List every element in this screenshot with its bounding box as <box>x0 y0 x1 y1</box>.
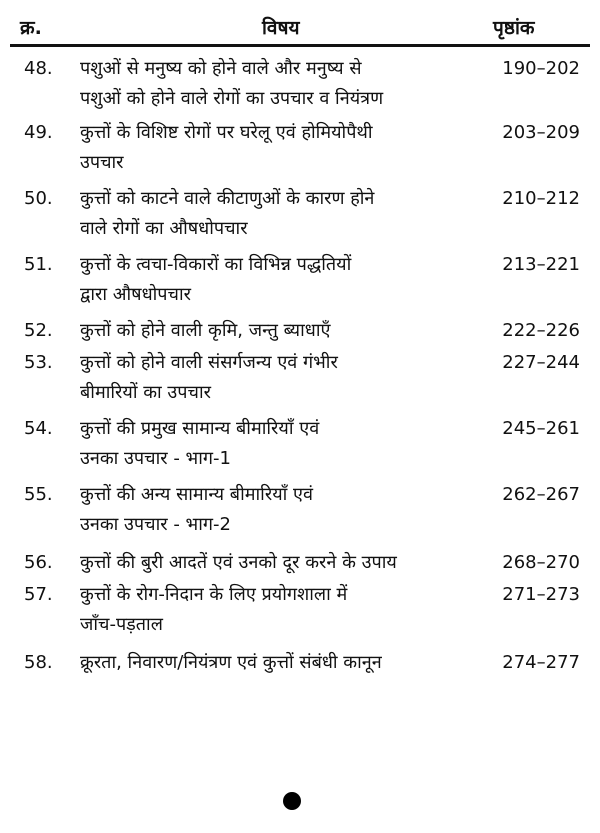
toc-entry-50 <box>0 184 600 244</box>
entry-pages: 210–212 <box>502 188 580 209</box>
entry-pages: 245–261 <box>502 418 580 439</box>
toc-entry-51 <box>0 250 600 310</box>
toc-entry-56 <box>0 548 600 578</box>
entry-number: 58. <box>24 652 53 673</box>
header-divider <box>10 44 590 47</box>
toc-list <box>0 52 600 678</box>
header-pages-label: पृष्ठांक <box>493 17 535 39</box>
entry-title: कुत्तों को काटने वाले कीटाणुओं के कारण होने वाले रोगों का औषधोपचार <box>80 188 375 239</box>
entry-pages: 271–273 <box>502 584 580 605</box>
entry-number: 49. <box>24 122 53 143</box>
entry-title: कुत्तों की बुरी आदतें एवं उनको दूर करने के उपाय <box>80 552 397 573</box>
entry-number: 54. <box>24 418 53 439</box>
toc-entry-48 <box>0 54 600 114</box>
toc-entry-54 <box>0 414 600 474</box>
entry-title: कुत्तों को होने वाली कृमि, जन्तु ब्याधाएँ <box>80 320 331 341</box>
entry-pages: 262–267 <box>502 484 580 505</box>
footer-bullet-dot <box>283 792 301 810</box>
entry-pages: 268–270 <box>502 552 580 573</box>
entry-title: कुत्तों के त्वचा-विकारों का विभिन्न पद्धतियों द्वारा औषधोपचार <box>80 254 352 305</box>
entry-title: कुत्तों की अन्य सामान्य बीमारियाँ एवं उनका उपचार - भाग-2 <box>80 484 313 535</box>
toc-entry-52 <box>0 316 600 346</box>
entry-number: 57. <box>24 584 53 605</box>
entry-title: पशुओं से मनुष्य को होने वाले और मनुष्य से पशुओं को होने वाले रोगों का उपचार व नियंत्रण <box>80 58 384 109</box>
entry-pages: 227–244 <box>502 352 580 373</box>
entry-title: क्रूरता, निवारण/नियंत्रण एवं कुत्तों संबंधी कानून <box>80 652 382 673</box>
entry-title: कुत्तों के रोग-निदान के लिए प्रयोगशाला में जाँच-पड़ताल <box>80 584 348 635</box>
entry-pages: 222–226 <box>502 320 580 341</box>
entry-number: 53. <box>24 352 53 373</box>
entry-pages: 274–277 <box>502 652 580 673</box>
entry-title: कुत्तों की प्रमुख सामान्य बीमारियाँ एवं उनका उपचार - भाग-1 <box>80 418 320 469</box>
entry-number: 48. <box>24 58 53 79</box>
header-number-label: क्र. <box>20 17 42 39</box>
toc-entry-58 <box>0 648 600 678</box>
entry-number: 50. <box>24 188 53 209</box>
toc-entry-53 <box>0 348 600 408</box>
entry-title: कुत्तों को होने वाली संसर्गजन्य एवं गंभीर बीमारियों का उपचार <box>80 352 338 403</box>
entry-pages: 190–202 <box>502 58 580 79</box>
toc-entry-49 <box>0 118 600 178</box>
entry-number: 55. <box>24 484 53 505</box>
entry-pages: 213–221 <box>502 254 580 275</box>
toc-entry-57 <box>0 580 600 640</box>
entry-number: 51. <box>24 254 53 275</box>
header-subject-label: विषय <box>262 17 300 39</box>
toc-entry-55 <box>0 480 600 540</box>
entry-title: कुत्तों के विशिष्ट रोगों पर घरेलू एवं होमियोपैथी उपचार <box>80 122 373 173</box>
entry-number: 52. <box>24 320 53 341</box>
entry-pages: 203–209 <box>502 122 580 143</box>
entry-number: 56. <box>24 552 53 573</box>
toc-header <box>0 14 600 44</box>
